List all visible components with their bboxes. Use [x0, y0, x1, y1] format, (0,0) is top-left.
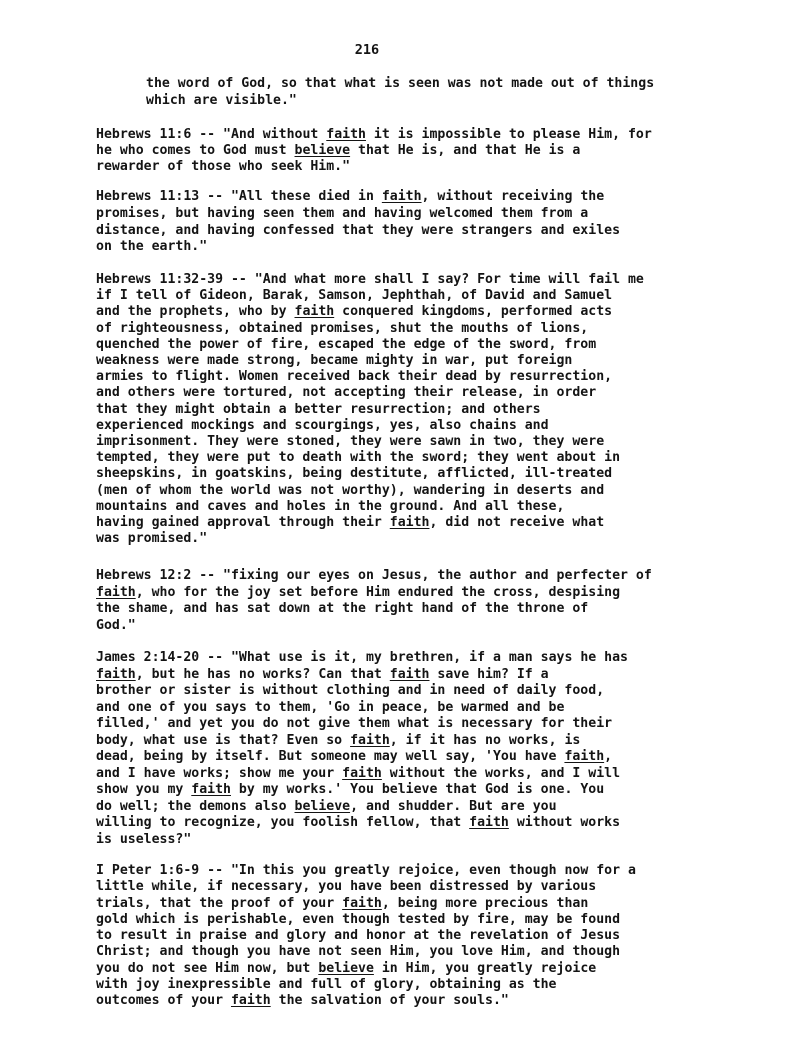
text-segment: "All these died in: [230, 189, 382, 204]
text-segment: and one of you says to them, 'Go in peace, be warmed and be: [96, 699, 565, 715]
underlined-word: faith: [96, 584, 136, 600]
text-segment: "What use is it, my brethren, if a man says he has: [230, 650, 628, 665]
text-line: [96, 434, 752, 450]
text-line: [96, 765, 752, 783]
text-segment: body, what use is that? Even so: [96, 732, 351, 748]
text-segment: on the earth.": [96, 239, 208, 255]
text-line: [96, 650, 752, 667]
text-line: [96, 831, 752, 849]
text-line: [96, 127, 752, 143]
scripture-reference: I Peter 1:6-9 --: [96, 863, 231, 878]
text-segment: sheepskins, in goatskins, being destitute, afflicted, ill-treated: [96, 466, 613, 482]
underlined-word: faith: [469, 815, 509, 830]
text-segment: , if it has no works, is: [389, 732, 581, 748]
text-segment: and the prophets, who by: [96, 304, 295, 320]
text-line: [96, 782, 752, 799]
text-segment: to result in praise and glory and honor at the revelation of Jesus: [96, 928, 621, 944]
text-line: [96, 189, 752, 206]
text-segment: quenched the power of fire, escaped the edge of the sword, from: [96, 336, 597, 352]
text-line: [96, 450, 752, 466]
continuation-paragraph: [146, 75, 706, 109]
text-segment: save him? If a: [429, 666, 549, 682]
text-segment: trials, that the proof of your: [96, 895, 343, 911]
underlined-word: believe: [294, 143, 351, 159]
text-line: [96, 666, 752, 684]
text-segment: was promised.": [96, 531, 208, 547]
text-segment: the shame, and has sat down at the right hand of the throne of: [96, 601, 589, 616]
text-segment: and others were tortured, not accepting their release, in order: [96, 385, 597, 401]
text-segment: tempted, they were put to death with the sword; they went about in: [96, 450, 621, 466]
text-segment: without works: [508, 815, 621, 830]
scripture-reference: Hebrews 11:13 --: [96, 189, 231, 204]
text-line: [96, 617, 752, 635]
text-segment: show you my: [96, 782, 192, 797]
text-line: [96, 320, 752, 337]
scripture-entry-i-peter-1-6-9: [96, 863, 752, 1010]
text-segment: and I have works; show me your: [96, 765, 343, 781]
text-line: [96, 911, 752, 928]
text-line: [96, 944, 752, 960]
scripture-entry-hebrews-12-2: [96, 568, 752, 634]
text-segment: , did not receive what: [429, 515, 605, 531]
text-segment: imprisonment. They were stoned, they were sawn in two, they were: [96, 434, 605, 450]
text-line: [96, 466, 752, 482]
text-line: [96, 272, 752, 288]
text-line: [96, 205, 752, 223]
text-segment: promises, but having seen them and having welcomed them from a: [96, 205, 589, 221]
text-segment: is useless?": [96, 831, 192, 847]
page-number: 216: [354, 42, 380, 58]
text-line: [96, 239, 752, 256]
scripture-reference: Hebrews 12:2 --: [96, 568, 224, 583]
text-line: the word of God, so that what is seen was not made out of things: [146, 76, 655, 91]
underlined-word: believe: [318, 960, 374, 976]
text-segment: it is impossible to please Him, for: [365, 127, 652, 142]
text-line: [96, 749, 752, 766]
text-segment: , being more precious than: [381, 895, 589, 911]
text-line: [96, 732, 752, 750]
text-line: [96, 863, 752, 879]
underlined-word: faith: [389, 515, 430, 531]
text-segment: brother or sister is without clothing and in need of daily food,: [96, 683, 605, 698]
text-segment: do well; the demons also: [96, 798, 295, 814]
text-segment: that He is, and that He is a: [350, 143, 581, 159]
text-segment: dead, being by itself. But someone may well say, 'You have: [96, 749, 565, 764]
underlined-word: faith: [96, 666, 136, 682]
text-segment: by my works.' You believe that God is one. You: [230, 782, 605, 797]
text-segment: gold which is perishable, even though tested by fire, may be found: [96, 911, 621, 927]
text-line: [96, 815, 752, 832]
text-segment: weakness were made strong, became mighty in war, put foreign: [96, 353, 573, 369]
text-segment: you do not see Him now, but: [96, 960, 319, 976]
text-line: [96, 993, 752, 1009]
underlined-word: believe: [294, 798, 351, 814]
text-line: [96, 960, 752, 977]
text-segment: of righteousness, obtained promises, shut the mouths of lions,: [96, 320, 589, 336]
text-line: [96, 159, 752, 175]
scripture-entry-hebrews-11-13: [96, 189, 752, 256]
text-segment: "In this you greatly rejoice, even though now for a: [230, 863, 636, 878]
text-segment: experienced mockings and scourgings, yes, also chains and: [96, 417, 549, 433]
text-line: [96, 515, 752, 531]
text-segment: willing to recognize, you foolish fellow, that: [96, 815, 470, 830]
text-line: [96, 568, 752, 585]
text-segment: armies to flight. Women received back their dead by resurrection,: [96, 369, 613, 385]
text-line: [96, 584, 752, 602]
text-line: [96, 531, 752, 547]
text-line: [96, 417, 752, 434]
text-segment: having gained approval through their: [96, 515, 390, 531]
text-line: [96, 928, 752, 944]
underlined-word: faith: [294, 304, 335, 320]
text-segment: , and shudder. But are you: [350, 798, 557, 814]
underlined-word: faith: [381, 189, 422, 204]
scripture-entry-hebrews-11-32-39: [96, 272, 752, 547]
underlined-word: faith: [230, 993, 271, 1009]
text-line: [96, 353, 752, 369]
text-segment: with joy inexpressible and full of glory, obtaining as the: [96, 977, 557, 993]
text-segment: little while, if necessary, you have been distressed by various: [96, 879, 597, 895]
scripture-entry-hebrews-11-6: [96, 127, 752, 176]
text-line: [96, 222, 752, 240]
underlined-word: faith: [389, 666, 430, 682]
underlined-word: faith: [350, 732, 390, 748]
text-segment: that they might obtain a better resurrection; and others: [96, 401, 541, 417]
text-segment: filled,' and yet you do not give them what is necessary for their: [96, 716, 613, 731]
text-line: [96, 336, 752, 353]
scripture-reference: James 2:14-20 --: [96, 650, 231, 665]
underlined-word: faith: [342, 895, 382, 911]
text-segment: "And without: [223, 127, 327, 142]
scripture-entry-james-2-14-20: [96, 650, 752, 848]
scripture-reference: Hebrews 11:32-39 --: [96, 272, 255, 287]
text-line: [96, 716, 752, 733]
text-segment: , but he has no works? Can that: [135, 666, 390, 682]
text-segment: , without receiving the: [421, 189, 605, 204]
text-segment: if I tell of Gideon, Barak, Samson, Jephthah, of David and Samuel: [96, 288, 613, 304]
text-line: [96, 699, 752, 717]
text-segment: "And what more shall I say? For time will fail me: [254, 272, 644, 287]
text-segment: "fixing our eyes on Jesus, the author and perfecter of: [223, 568, 652, 583]
text-line: [96, 369, 752, 385]
text-segment: mountains and caves and holes in the ground. And all these,: [96, 498, 565, 514]
text-line: [96, 798, 752, 816]
text-line: [96, 977, 752, 993]
text-segment: God.": [96, 617, 136, 633]
text-line: [96, 385, 752, 401]
text-line: [96, 401, 752, 418]
text-segment: without the works, and I will: [381, 765, 621, 781]
text-segment: conquered kingdoms, performed acts: [334, 304, 613, 320]
text-segment: ,: [604, 749, 613, 764]
scripture-reference: Hebrews 11:6 --: [96, 127, 224, 142]
underlined-word: faith: [342, 765, 382, 781]
underlined-word: faith: [191, 782, 231, 797]
text-line: [96, 895, 752, 912]
text-line: [96, 143, 752, 159]
text-segment: the salvation of your souls.": [270, 993, 509, 1009]
text-line: [96, 879, 752, 895]
text-line: [96, 304, 752, 320]
text-line: which are visible.": [146, 93, 297, 108]
text-line: [96, 601, 752, 618]
underlined-word: faith: [326, 127, 366, 142]
text-segment: Christ; and though you have not seen Him, you love Him, and though: [96, 944, 621, 960]
text-segment: in Him, you greatly rejoice: [373, 960, 597, 976]
text-segment: outcomes of your: [96, 993, 231, 1009]
text-segment: he who comes to God must: [96, 143, 295, 159]
text-segment: distance, and having confessed that they were strangers and exiles: [96, 222, 621, 238]
text-line: [96, 498, 752, 515]
text-line: [96, 683, 752, 700]
text-line: [96, 288, 752, 304]
text-segment: , who for the joy set before Him endured the cross, despising: [135, 584, 621, 600]
underlined-word: faith: [564, 749, 605, 764]
text-segment: (men of whom the world was not worthy), wandering in deserts and: [96, 482, 605, 498]
text-line: [96, 482, 752, 499]
text-segment: rewarder of those who seek Him.": [96, 159, 351, 175]
